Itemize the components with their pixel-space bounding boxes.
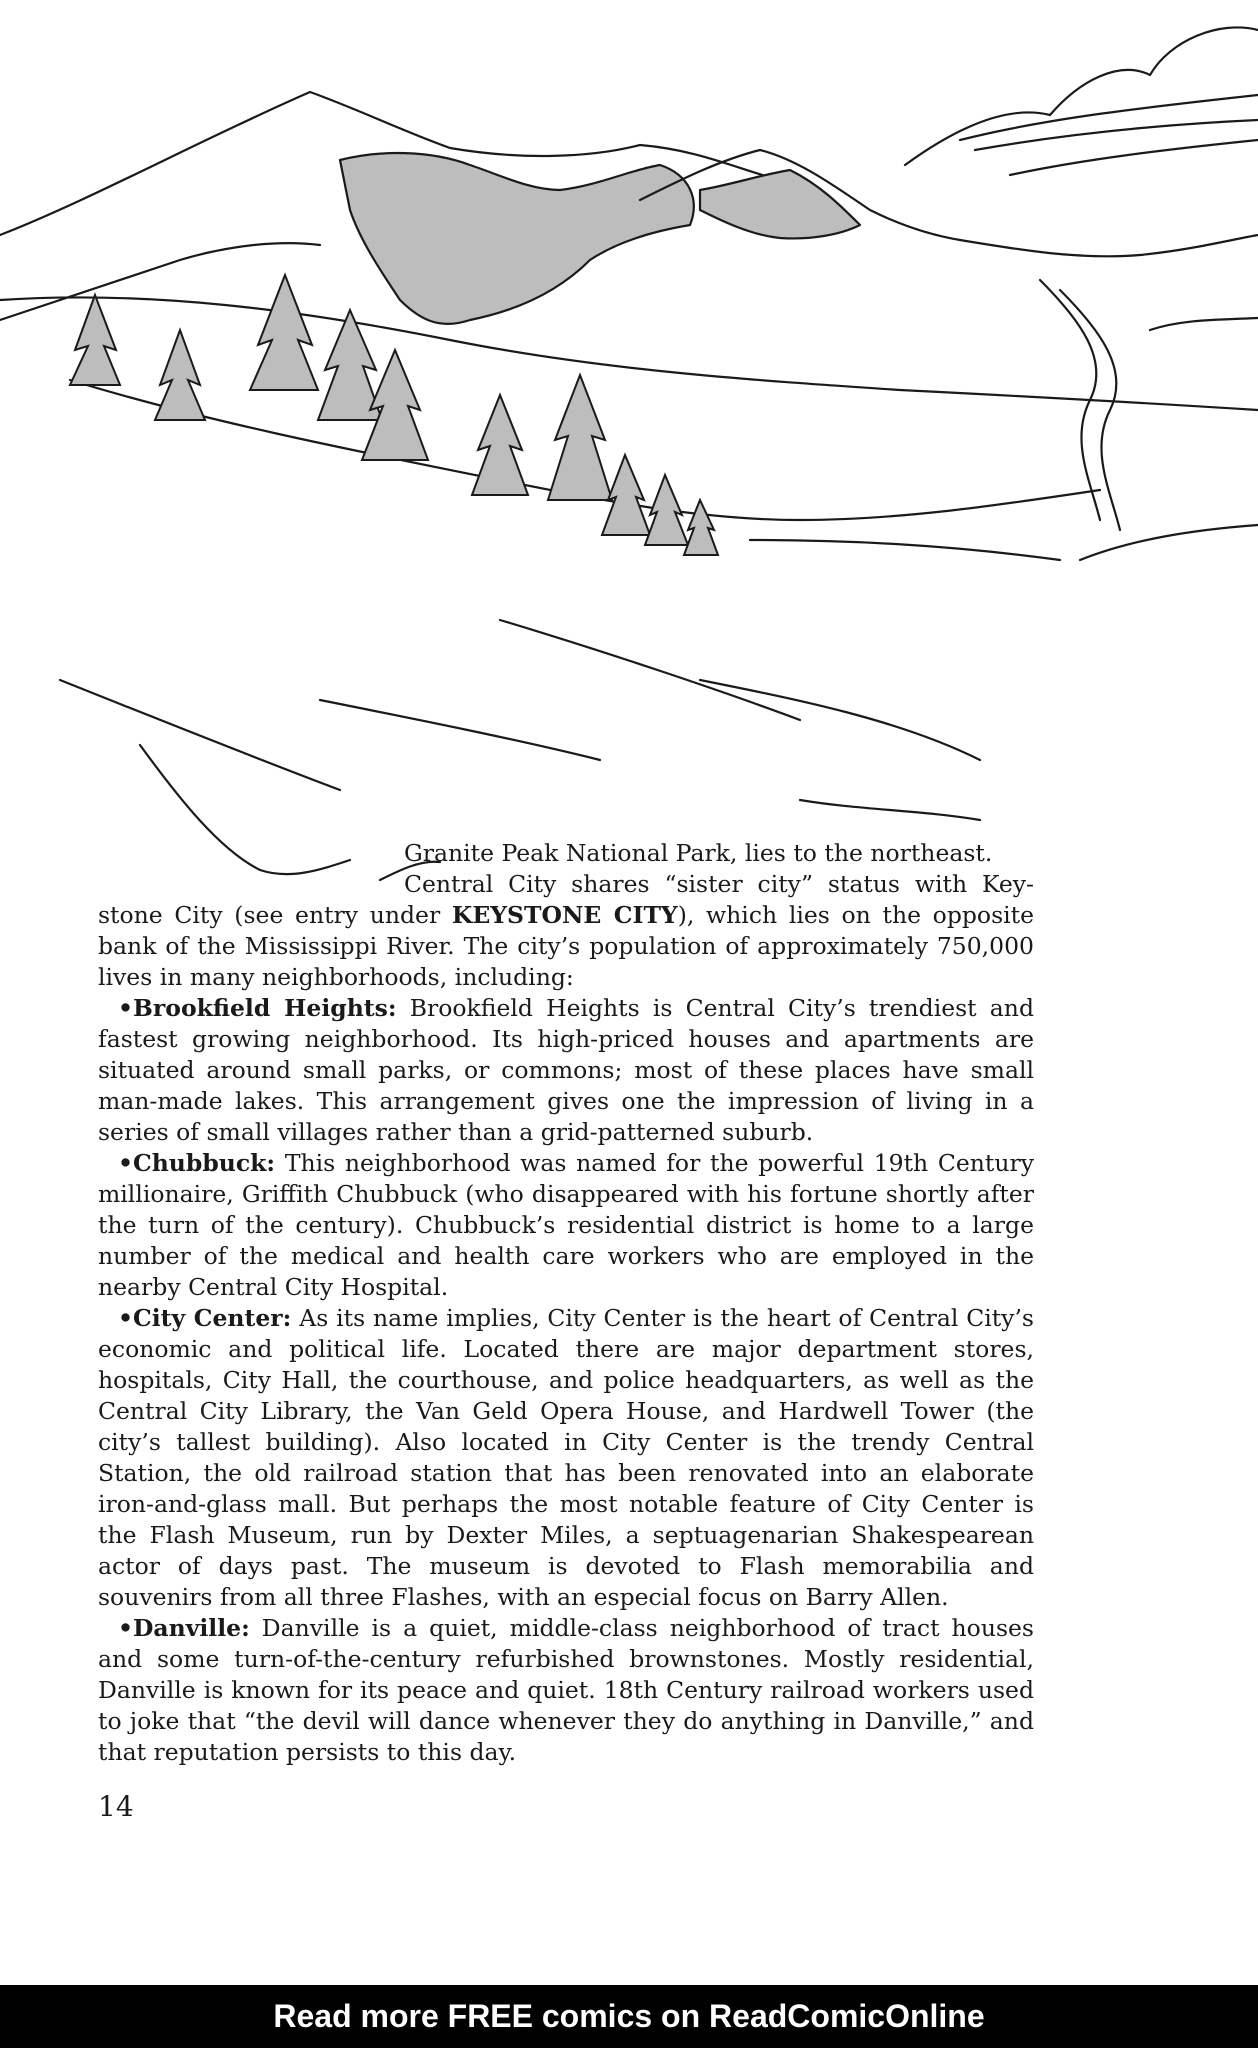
intro-paragraph: stone City (see entry under KEYSTONE CITY), which lies on the opposite bank of the Mississippi River. The city’s population of approximately 750,000 lives in many neighborhoods, including: xyxy=(98,901,1034,991)
entry-text: This neighborhood was named for the powerful 19th Century millionaire, Griffith Chubbuck (who disappeared with his fortune shortly after the turn of the century). Chubbuck’s residential district is home to a large number of the medical and health care workers who are employed in the nearby Central City Hospital. xyxy=(98,1149,1034,1301)
entry-title: •City Center: xyxy=(118,1304,292,1332)
entry-text: Brookfield Heights is Central City’s trendiest and fastest growing neighborhood. Its high-priced houses and apartments are situated around small parks, or commons; most of these places have small man-made lakes. This arrangement gives one the impression of living in a series of small villages rather than a grid-patterned suburb. xyxy=(98,994,1034,1146)
mountain-landscape-illustration xyxy=(0,0,1258,890)
entry-text: As its name implies, City Center is the heart of Central City’s economic and political life. Located there are major department stores, hospitals, City Hall, the courthouse, and police headquarters, as well as the Central City Library, the Van Geld Opera House, and Hardwell Tower (the city’s tallest building). Also located in City Center is the trendy Central Station, the old railroad station that has been renovated into an elaborate iron-and-glass mall. But perhaps the most notable feature of City Center is the Flash Museum, run by Dexter Miles, a septuagenarian Shakespearean actor of days past. The museum is devoted to Flash memorabilia and souvenirs from all three Flashes, with an especial focus on Barry Allen. xyxy=(98,1304,1034,1611)
entry-city-center xyxy=(98,1303,1034,1613)
intro-line-2: Central City shares “sister city” status with Key- xyxy=(404,870,1034,898)
entry-brookfield-heights xyxy=(98,993,1034,1148)
entry-title: •Danville: xyxy=(118,1614,250,1642)
entry-danville xyxy=(98,1613,1034,1768)
entry-chubbuck xyxy=(98,1148,1034,1303)
keystone-city-reference: KEYSTONE CITY xyxy=(451,901,678,929)
entry-title: •Chubbuck: xyxy=(118,1149,276,1177)
article-body xyxy=(98,900,1034,1768)
page-number: 14 xyxy=(98,1790,134,1823)
footer-banner[interactable]: Read more FREE comics on ReadComicOnline xyxy=(0,1985,1258,2048)
entry-text: Danville is a quiet, middle-class neighborhood of tract houses and some turn-of-the-century refurbished brownstones. Mostly residential, Danville is known for its peace and quiet. 18th Century railroad workers used to joke that “the devil will dance whenever they do anything in Danville,” and that reputation persists to this day. xyxy=(98,1614,1034,1766)
entry-title: •Brookfield Heights: xyxy=(118,994,397,1022)
intro-line-1: Granite Peak National Park, lies to the northeast. xyxy=(404,839,993,867)
